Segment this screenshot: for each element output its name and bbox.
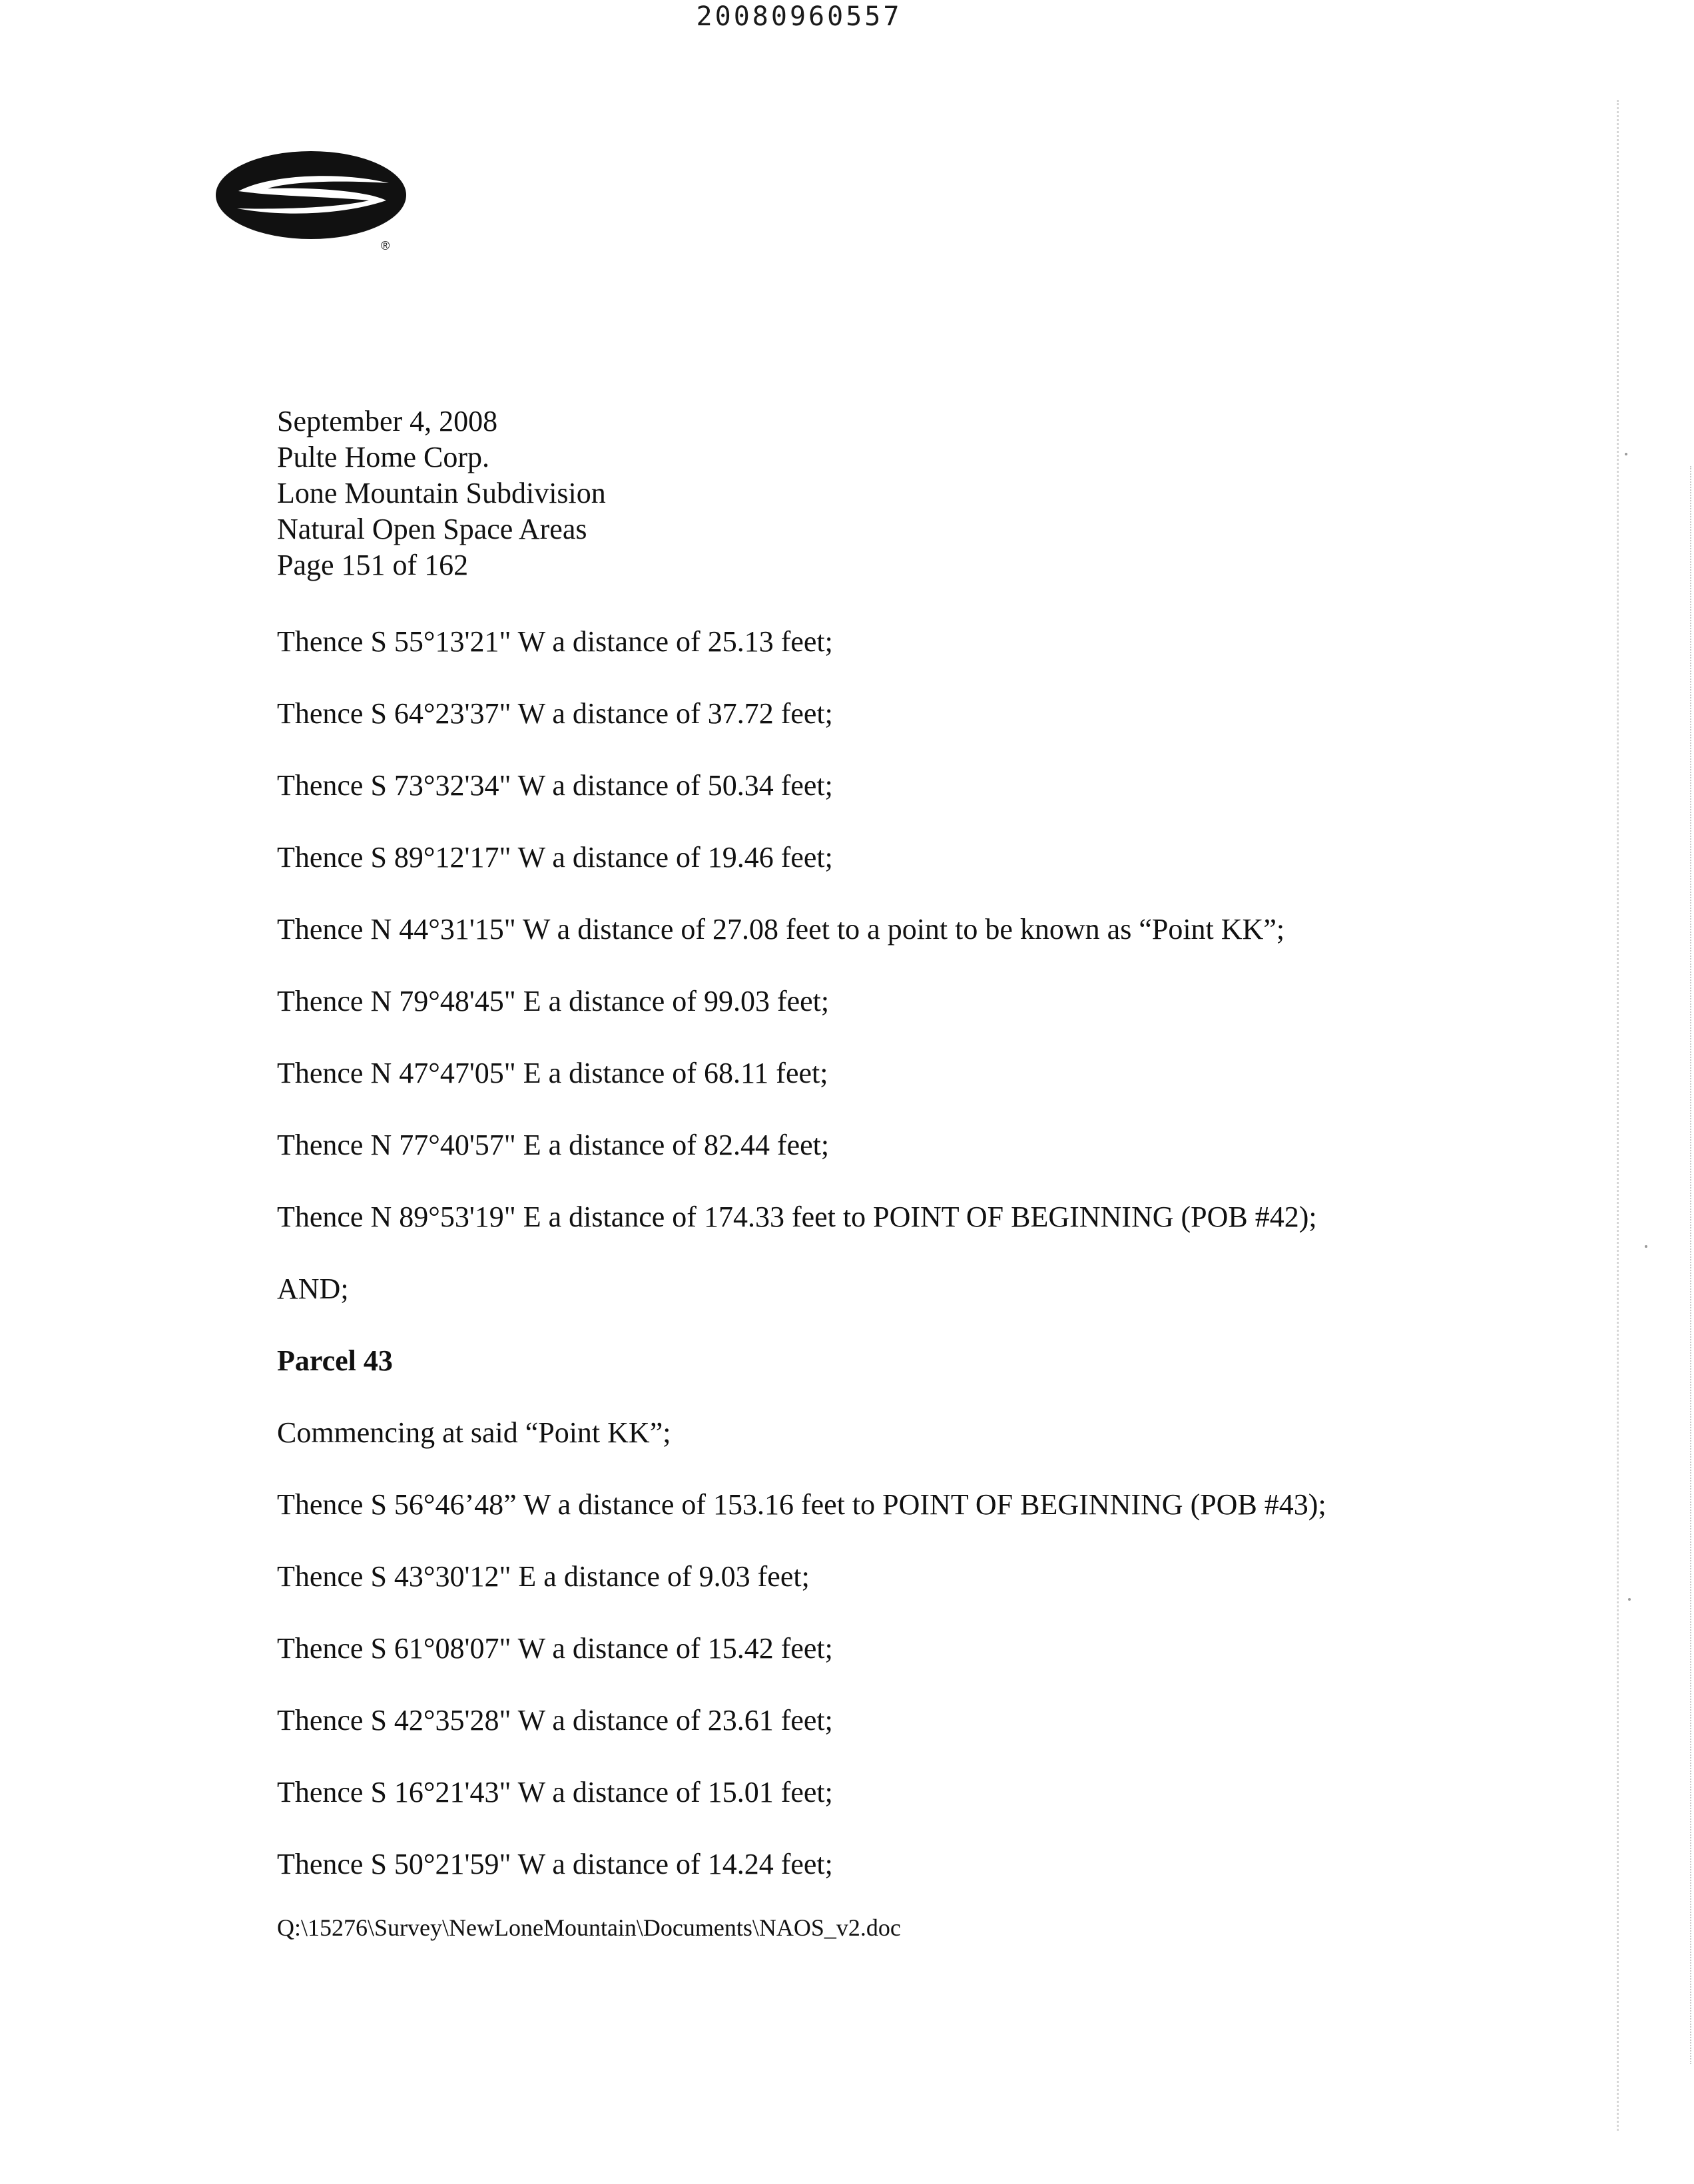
description-line: Thence N 77°40'57" E a distance of 82.44 feet; — [277, 1129, 830, 1161]
description-line: Commencing at said “Point KK”; — [277, 1416, 671, 1449]
description-line: Thence S 50°21'59" W a distance of 14.24 feet; — [277, 1848, 833, 1880]
scan-speck — [1625, 453, 1627, 455]
description-line: Thence S 43°30'12" E a distance of 9.03 feet; — [277, 1560, 810, 1593]
header-subject: Natural Open Space Areas — [277, 513, 587, 545]
scan-speck — [1645, 1245, 1647, 1248]
document-number: 20080960557 — [696, 1, 902, 32]
file-path-footer: Q:\15276\Survey\NewLoneMountain\Documents\NAOS_v2.doc — [277, 1914, 901, 1941]
company-logo — [214, 150, 414, 256]
scan-speck — [1628, 1598, 1631, 1601]
description-line: Thence N 47°47'05" E a distance of 68.11 feet; — [277, 1057, 828, 1089]
header-client: Pulte Home Corp. — [277, 441, 489, 473]
description-line: AND; — [277, 1272, 349, 1305]
letter-header — [277, 404, 606, 583]
description-line: Thence S 64°23'37" W a distance of 37.72 feet; — [277, 697, 833, 730]
header-project: Lone Mountain Subdivision — [277, 477, 606, 509]
description-line: Thence S 16°21'43" W a distance of 15.01 feet; — [277, 1776, 833, 1808]
legal-description-body — [277, 624, 1542, 1918]
registered-mark: ® — [381, 239, 390, 252]
description-line: Thence S 42°35'28" W a distance of 23.61 feet; — [277, 1704, 833, 1737]
description-line: Thence S 73°32'34" W a distance of 50.34 feet; — [277, 769, 833, 802]
header-page-number: Page 151 of 162 — [277, 549, 469, 581]
description-line: Thence S 55°13'21" W a distance of 25.13 feet; — [277, 625, 833, 658]
description-line: Thence S 61°08'07" W a distance of 15.42 feet; — [277, 1632, 833, 1665]
company-logo-mark — [214, 150, 414, 256]
header-date: September 4, 2008 — [277, 405, 498, 437]
description-line: Thence N 44°31'15" W a distance of 27.08 feet to a point to be known as “Point KK”; — [277, 913, 1285, 946]
description-line: Thence N 79°48'45" E a distance of 99.03 feet; — [277, 985, 830, 1017]
description-line: Thence N 89°53'19" E a distance of 174.33 feet to POINT OF BEGINNING (POB #42); — [277, 1201, 1317, 1233]
scan-edge-artifact — [1617, 100, 1621, 2131]
description-line: Thence S 89°12'17" W a distance of 19.46 feet; — [277, 841, 833, 874]
scan-edge-artifact — [1690, 466, 1693, 2064]
description-line: Thence S 56°46’48” W a distance of 153.16 feet to POINT OF BEGINNING (POB #43); — [277, 1488, 1326, 1521]
parcel-heading: Parcel 43 — [277, 1344, 393, 1377]
